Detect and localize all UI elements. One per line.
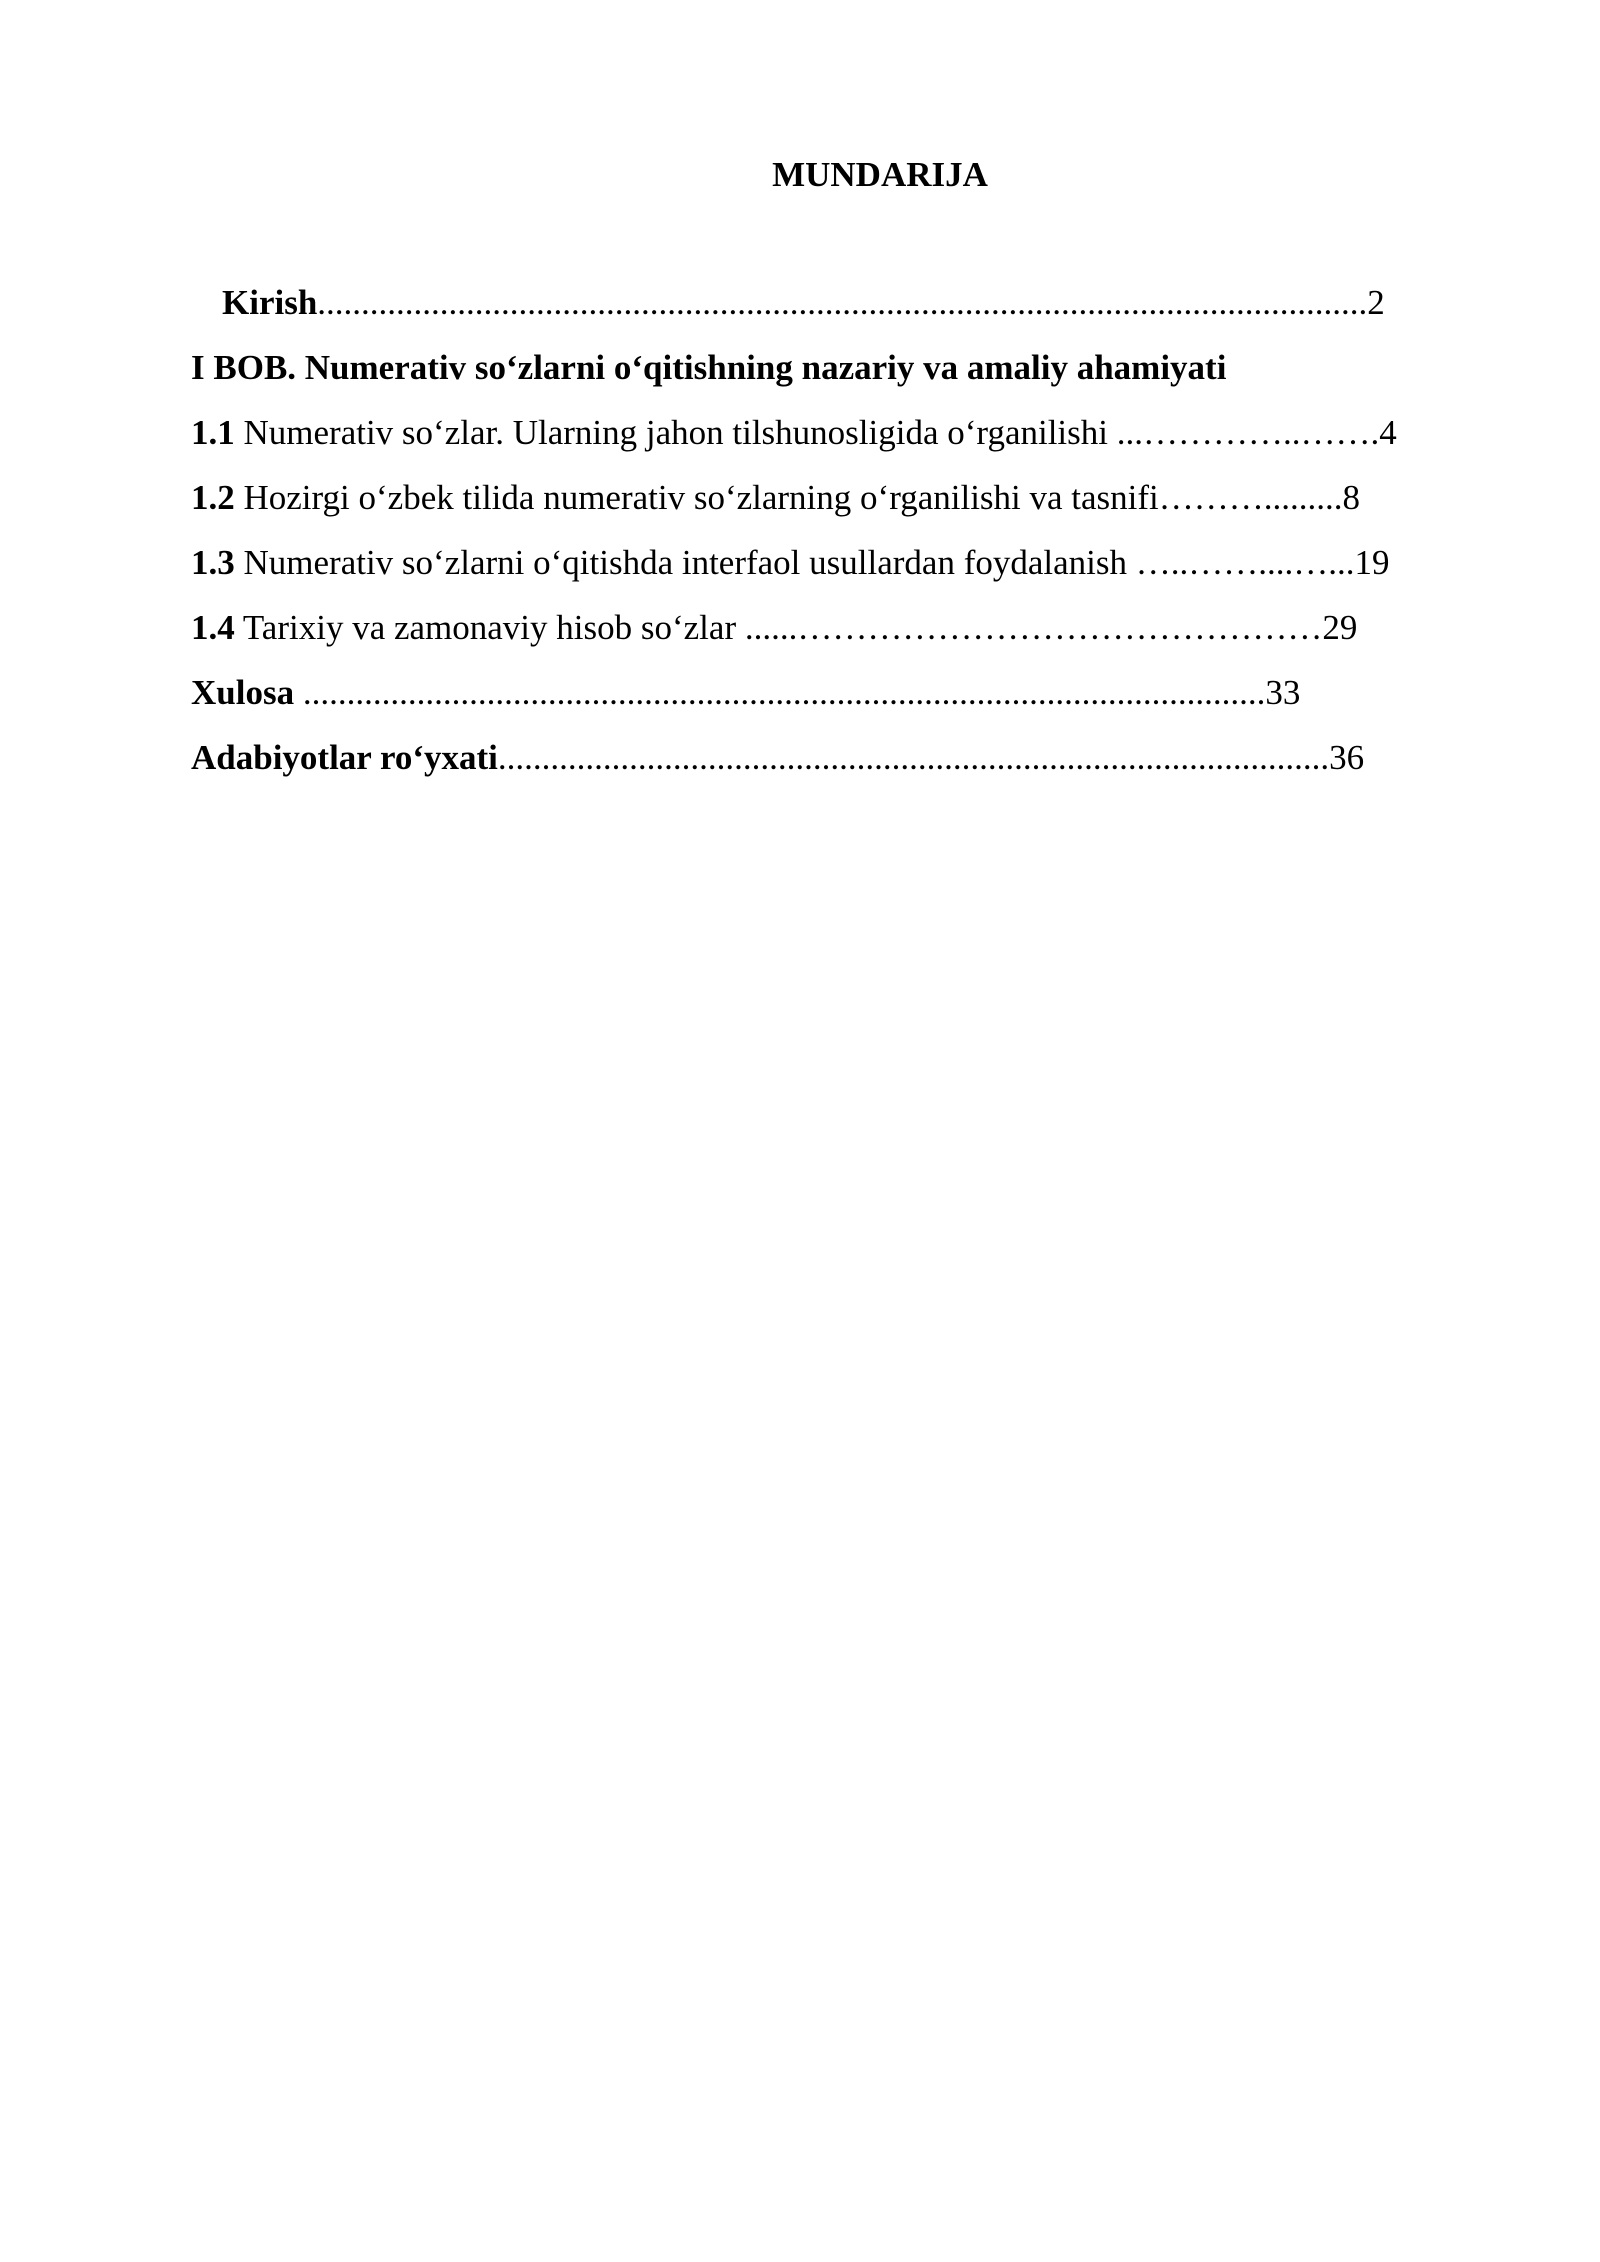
toc-entry-label: Tarixiy va zamonaviy hisob so‘zlar ......……………………………………… [234,608,1323,647]
toc-entry-label: Xulosa [191,673,295,712]
page-title: MUNDARIJA [772,155,988,194]
toc-page-number: 36 [1329,738,1365,777]
toc-chapter-heading[interactable] [191,345,1226,391]
toc-entry-kirish[interactable] [222,280,1385,326]
toc-entry-xulosa[interactable] [191,670,1300,716]
toc-section-number: 1.3 [191,543,235,582]
toc-entry-1-4[interactable] [191,605,1357,651]
toc-entry-1-2[interactable] [191,475,1360,521]
toc-leader: ............................................................................................... [497,738,1330,777]
toc-page-number: 19 [1354,543,1390,582]
toc-entry-label: Kirish [222,283,318,322]
toc-entry-label: Hozirgi o‘zbek tilida numerativ so‘zlarning o‘rganilishi va tasnifi………......... [234,478,1343,517]
toc-entry-adabiyotlar[interactable] [191,735,1364,781]
toc-page-number: 2 [1367,283,1385,322]
toc-section-number: 1.1 [191,413,235,452]
toc-section-number: 1.4 [191,608,235,647]
toc-entry-1-3[interactable] [191,540,1390,586]
toc-entry-label: Numerativ so‘zlar. Ularning jahon tilshunosligida o‘rganilishi ...…………..……. [234,413,1380,452]
toc-leader: ........................................................................................................................ [317,283,1368,322]
toc-page-number: 33 [1265,673,1301,712]
toc-section-number: 1.2 [191,478,235,517]
toc-page-number: 8 [1342,478,1361,517]
toc-entry-label: Adabiyotlar ro‘yxati [191,738,498,777]
toc-entry-label: I BOB. Numerativ so‘zlarni o‘qitishning nazariy va amaliy ahamiyati [191,348,1227,387]
toc-entry-1-1[interactable] [191,410,1397,456]
toc-page-number: 4 [1379,413,1397,452]
toc-entry-label: Numerativ so‘zlarni o‘qitishda interfaol usullardan foydalanish …..……....…... [234,543,1355,582]
toc-leader: .............................................................................................................. [294,673,1266,712]
toc-page-number: 29 [1322,608,1358,647]
